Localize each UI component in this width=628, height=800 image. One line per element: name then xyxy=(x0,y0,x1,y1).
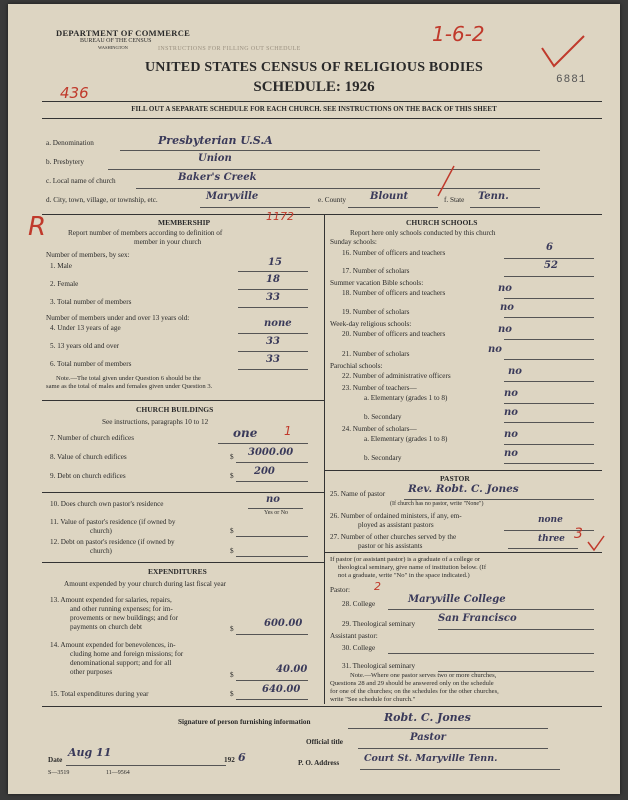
department-name: DEPARTMENT OF COMMERCE xyxy=(56,28,191,38)
pastor-seminary-label: 29. Theological seminary xyxy=(342,620,416,628)
residence-debt-label: 12. Debt on pastor's residence (if owned by xyxy=(50,538,175,546)
red-check-small-icon xyxy=(586,534,606,554)
benevolences-label-4: other purposes xyxy=(70,668,113,676)
handwritten-mark-3: 3 xyxy=(574,526,583,542)
official-title-value: Pastor xyxy=(410,732,446,743)
members-age-label: Number of members under and over 13 years old: xyxy=(46,314,190,322)
sunday-scholars-value: 52 xyxy=(544,260,558,271)
under-13-value: none xyxy=(264,318,292,329)
red-slash-mark-icon xyxy=(434,164,458,198)
form-number: S—3519 xyxy=(48,770,70,776)
residence-value-label-cont: church) xyxy=(90,527,112,535)
benevolences-label-2: cluding home and foreign missions; for xyxy=(70,650,184,658)
year-prefix: 192 xyxy=(224,756,235,764)
teachers-secondary-label: b. Secondary xyxy=(364,413,402,421)
assistant-ministers-label: 26. Number of ordained ministers, if any, em- xyxy=(330,512,462,520)
pastor-heading: PASTOR xyxy=(440,474,470,483)
edifices-value-value: 3000.00 xyxy=(248,447,294,458)
pastor-note-4: write "See schedule for church." xyxy=(330,696,416,703)
page-subtitle: SCHEDULE: 1926 xyxy=(253,79,375,95)
scholars-elementary-value: no xyxy=(504,429,518,440)
page-title: UNITED STATES CENSUS OF RELIGIOUS BODIES xyxy=(144,60,483,75)
fill-instruction: FILL OUT A SEPARATE SCHEDULE FOR EACH CHURCH. SEE INSTRUCTIONS ON THE BACK OF THIS SHEET xyxy=(131,105,497,113)
summer-scholars-value: no xyxy=(500,302,514,313)
expenditures-heading: EXPENDITURES xyxy=(148,567,207,576)
church-name-value: Baker's Creek xyxy=(178,172,257,183)
scholars-elementary-label: a. Elementary (grades 1 to 8) xyxy=(364,435,448,443)
pastor-seminary-value: San Francisco xyxy=(438,613,517,624)
members-by-sex-label: Number of members, by sex: xyxy=(46,251,130,259)
male-value: 15 xyxy=(268,257,282,268)
female-label: 2. Female xyxy=(50,280,79,288)
denomination-label: a. Denomination xyxy=(46,139,94,147)
summer-scholars-label: 19. Number of scholars xyxy=(342,308,410,316)
official-title-label: Official title xyxy=(306,738,343,746)
census-schedule-sheet xyxy=(8,4,620,794)
pastor-college-value: Maryville College xyxy=(408,594,506,605)
admin-officers-label: 22. Number of administrative officers xyxy=(342,372,451,380)
handwritten-mark-r: R xyxy=(28,212,47,242)
expenditures-intro: Amount expended by your church during last fiscal year xyxy=(64,580,227,588)
presbytery-label: b. Presbytery xyxy=(46,158,84,166)
date-label: Date xyxy=(48,756,63,764)
stamp-number: 6881 xyxy=(556,74,587,86)
scholars-label: 24. Number of scholars— xyxy=(342,425,417,433)
sunday-scholars-label: 17. Number of scholars xyxy=(342,267,410,275)
membership-intro-line1: Report number of members according to definition of xyxy=(68,229,223,237)
church-edifices-value: one xyxy=(233,426,258,440)
summer-schools-label: Summer vacation Bible schools: xyxy=(330,279,424,287)
weekday-scholars-label: 21. Number of scholars xyxy=(342,350,410,358)
city-value: Maryville xyxy=(206,191,259,202)
weekday-scholars-value: no xyxy=(488,344,502,355)
handwritten-mark-1: 1 xyxy=(284,424,292,438)
edifices-debt-value: 200 xyxy=(254,466,275,477)
pastor-college-label: 28. College xyxy=(342,600,376,608)
scholars-secondary-value: no xyxy=(504,448,518,459)
under-13-label: 4. Under 13 years of age xyxy=(50,324,121,332)
assistant-college-label: 30. College xyxy=(342,644,376,652)
total-members-age-label: 6. Total number of members xyxy=(50,360,132,368)
church-schools-heading: CHURCH SCHOOLS xyxy=(406,218,478,227)
over-13-value: 33 xyxy=(266,336,280,347)
signature-label: Signature of person furnishing information xyxy=(178,718,311,726)
dollar-sign: $ xyxy=(230,547,234,555)
summer-teachers-label: 18. Number of officers and teachers xyxy=(342,289,446,297)
state-value: Tenn. xyxy=(478,191,509,202)
total-expenditures-value: 640.00 xyxy=(262,684,301,695)
handwritten-mark-436: 436 xyxy=(60,84,89,102)
handwritten-mark-2: 2 xyxy=(374,580,381,593)
running-expenses-label: 13. Amount expended for salaries, repairs, xyxy=(50,596,172,604)
benevolences-label: 14. Amount expended for benevolences, in- xyxy=(50,641,176,649)
county-value: Blount xyxy=(370,191,409,202)
other-churches-value: three xyxy=(538,534,565,544)
owns-residence-label: 10. Does church own pastor's residence xyxy=(50,500,164,508)
dollar-sign: $ xyxy=(230,671,234,679)
church-edifices-label: 7. Number of church edifices xyxy=(50,434,135,442)
assistant-ministers-label-cont: ployed as assistant pastors xyxy=(358,521,434,529)
benevolences-label-3: denominational support; and for all xyxy=(70,659,172,667)
red-check-mark-icon xyxy=(538,32,588,72)
schools-intro: Report here only schools conducted by this church xyxy=(350,229,496,237)
yes-or-no-hint: Yes or No xyxy=(264,510,289,516)
church-name-label: c. Local name of church xyxy=(46,177,116,185)
bureau-name: BUREAU OF THE CENSUS xyxy=(80,38,152,44)
print-number: 11—9564 xyxy=(106,770,130,776)
summer-teachers-value: no xyxy=(498,283,512,294)
no-pastor-hint: (If church has no pastor, write "None") xyxy=(390,501,484,507)
total-members-value: 33 xyxy=(266,292,280,303)
year-digit-value: 6 xyxy=(238,751,246,764)
assistant-seminary-label: 31. Theological seminary xyxy=(342,662,416,670)
assistant-pastor-subheading: Assistant pastor: xyxy=(330,632,378,640)
pastor-note-1: Note.—Where one pastor serves two or more churches, xyxy=(350,672,497,679)
total-members-age-value: 33 xyxy=(266,354,280,365)
sunday-schools-label: Sunday schools: xyxy=(330,238,377,246)
male-label: 1. Male xyxy=(50,262,72,270)
dollar-sign: $ xyxy=(230,453,234,461)
total-expenditures-label: 15. Total expenditures during year xyxy=(50,690,149,698)
running-expenses-value: 600.00 xyxy=(264,618,303,629)
other-churches-label: 27. Number of other churches served by the xyxy=(330,533,457,541)
edifices-value-label: 8. Value of church edifices xyxy=(50,453,127,461)
graduate-instructions-1: If pastor (or assistant pastor) is a graduate of a college or xyxy=(330,556,480,563)
membership-note-line2: same as the total of males and females given under Question 3. xyxy=(46,383,213,390)
buildings-intro: See instructions, paragraphs 10 to 12 xyxy=(102,418,209,426)
female-value: 18 xyxy=(266,274,280,285)
denomination-value: Presbyterian U.S.A xyxy=(158,134,273,147)
residence-debt-label-cont: church) xyxy=(90,547,112,555)
weekday-teachers-label: 20. Number of officers and teachers xyxy=(342,330,446,338)
assistant-ministers-value: none xyxy=(538,515,563,525)
teachers-elementary-label: a. Elementary (grades 1 to 8) xyxy=(364,394,448,402)
owns-residence-value: no xyxy=(266,494,280,505)
weekday-teachers-value: no xyxy=(498,324,512,335)
running-expenses-label-3: provements or new buildings; and for xyxy=(70,614,178,622)
pastor-note-2: Questions 28 and 29 should be answered only on the schedule xyxy=(330,680,494,687)
church-buildings-heading: CHURCH BUILDINGS xyxy=(136,405,214,414)
city-label: d. City, town, village, or township, etc. xyxy=(46,196,158,204)
parochial-schools-label: Parochial schools: xyxy=(330,362,383,370)
dollar-sign: $ xyxy=(230,690,234,698)
date-value: Aug 11 xyxy=(68,746,112,759)
pastor-subheading: Pastor: xyxy=(330,586,350,594)
dollar-sign: $ xyxy=(230,527,234,535)
address-value: Court St. Maryville Tenn. xyxy=(364,753,498,764)
signature-value: Robt. C. Jones xyxy=(384,711,471,724)
other-churches-label-cont: pastor or his assistants xyxy=(358,542,423,550)
address-label: P. O. Address xyxy=(298,759,340,767)
admin-officers-value: no xyxy=(508,366,522,377)
running-expenses-label-2: and other running expenses; for im- xyxy=(70,605,173,613)
membership-intro-line2: member in your church xyxy=(134,238,202,246)
presbytery-value: Union xyxy=(198,153,232,164)
dollar-sign: $ xyxy=(230,625,234,633)
county-label: e. County xyxy=(318,196,346,204)
sunday-teachers-value: 6 xyxy=(546,242,553,253)
city-name: WASHINGTON xyxy=(98,45,128,50)
handwritten-mark-162: 1-6-2 xyxy=(432,22,485,46)
handwritten-mark-1172: 1172 xyxy=(266,210,294,223)
state-label: f. State xyxy=(444,196,465,204)
benevolences-value: 40.00 xyxy=(276,664,308,675)
teachers-elementary-value: no xyxy=(504,388,518,399)
pastor-note-3: for one of the churches; on the schedules for the other churches, xyxy=(330,688,499,695)
faded-instructions-title: INSTRUCTIONS FOR FILLING OUT SCHEDULE xyxy=(158,46,301,52)
over-13-label: 5. 13 years old and over xyxy=(50,342,120,350)
scholars-secondary-label: b. Secondary xyxy=(364,454,402,462)
edifices-debt-label: 9. Debt on church edifices xyxy=(50,472,126,480)
sunday-teachers-label: 16. Number of officers and teachers xyxy=(342,249,446,257)
graduate-instructions-3: not a graduate, write "No" in the space indicated.) xyxy=(338,572,470,579)
dollar-sign: $ xyxy=(230,472,234,480)
membership-note-line1: Note.—The total given under Question 6 should be the xyxy=(56,375,201,382)
pastor-name-label: 25. Name of pastor xyxy=(330,490,386,498)
teachers-label: 23. Number of teachers— xyxy=(342,384,417,392)
total-members-label: 3. Total number of members xyxy=(50,298,132,306)
weekday-schools-label: Week-day religious schools: xyxy=(330,320,412,328)
residence-value-label: 11. Value of pastor's residence (if owned by xyxy=(50,518,176,526)
pastor-name-value: Rev. Robt. C. Jones xyxy=(408,483,519,495)
running-expenses-label-4: payments on church debt xyxy=(70,623,143,631)
membership-heading: MEMBERSHIP xyxy=(158,218,211,227)
teachers-secondary-value: no xyxy=(504,407,518,418)
graduate-instructions-2: theological seminary, give name of institution below. (If xyxy=(338,564,487,571)
